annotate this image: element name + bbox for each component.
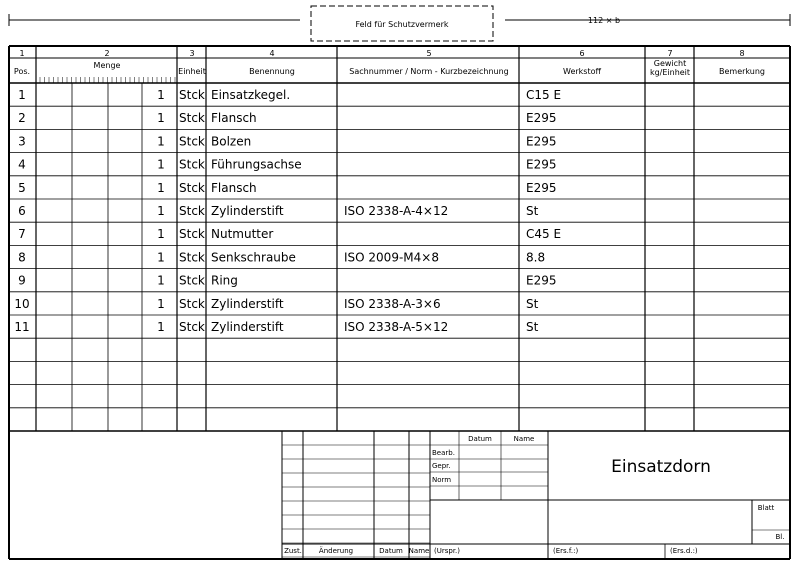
- cell-name: Zylinderstift: [211, 296, 284, 311]
- cell-pos: 1: [18, 88, 26, 102]
- tb-ersd-label: (Ers.d.:): [670, 547, 698, 555]
- tb-name-header: Name: [513, 435, 535, 443]
- cell-pos: 6: [18, 204, 26, 218]
- header-gewicht: Gewicht: [653, 59, 687, 68]
- cell-pos: 9: [18, 273, 26, 288]
- cell-norm: ISO 2338-A-3×6: [344, 296, 441, 311]
- tb-zust-label: Zust.: [284, 547, 302, 555]
- tb-ersf-label: (Ers.f.:): [553, 547, 579, 555]
- header-pos: Pos.: [13, 67, 31, 76]
- cell-unit: Stck: [179, 273, 205, 288]
- cell-material: C15 E: [526, 88, 562, 102]
- cell-pos: 8: [18, 250, 26, 265]
- cell-material: St: [526, 320, 539, 334]
- cell-material: 8.8: [526, 250, 546, 265]
- header-benennung: Benennung: [249, 67, 295, 76]
- header-werkstoff: Werkstoff: [563, 67, 601, 76]
- cell-name: Nutmutter: [211, 227, 274, 242]
- cell-qty: 1: [157, 180, 165, 195]
- cell-material: E295: [526, 111, 557, 126]
- header-einheit: Einheit: [178, 67, 206, 76]
- header-gewicht-unit: kg/Einheit: [649, 68, 691, 77]
- tb-norm-label: Norm: [432, 476, 452, 484]
- cell-qty: 1: [157, 111, 165, 126]
- cell-qty: 1: [157, 273, 165, 288]
- column-number-3: 3: [189, 49, 195, 58]
- cell-name: Flansch: [211, 111, 257, 126]
- cell-pos: 7: [18, 227, 26, 242]
- tb-blatt-label: Blatt: [757, 504, 775, 512]
- cell-unit: Stck: [179, 204, 205, 218]
- cell-unit: Stck: [179, 111, 205, 126]
- size-note: 112 × b: [587, 16, 621, 25]
- cell-unit: Stck: [179, 227, 205, 242]
- cell-norm: ISO 2338-A-4×12: [344, 204, 449, 218]
- grid-lines: [9, 14, 790, 559]
- column-number-8: 8: [739, 49, 745, 58]
- column-header-row: [14, 59, 765, 77]
- cell-unit: Stck: [179, 134, 205, 149]
- cell-name: Zylinderstift: [211, 204, 284, 218]
- cell-material: E295: [526, 180, 557, 195]
- cell-pos: 2: [18, 111, 26, 126]
- cell-qty: 1: [157, 134, 165, 149]
- tb-gepr-label: Gepr.: [432, 462, 451, 470]
- cell-qty: 1: [157, 296, 165, 311]
- cell-pos: 3: [18, 134, 26, 149]
- header-bemerkung: Bemerkung: [718, 67, 766, 76]
- tb-bearb-label: Bearb.: [432, 449, 455, 457]
- cell-norm: ISO 2338-A-5×12: [344, 320, 449, 334]
- cell-unit: Stck: [179, 157, 205, 172]
- header-strip: [311, 6, 620, 41]
- tb-bl-label: Bl.: [775, 533, 785, 541]
- cell-qty: 1: [157, 157, 165, 172]
- cell-qty: 1: [157, 227, 165, 242]
- cell-qty: 1: [157, 204, 165, 218]
- cell-name: Einsatzkegel.: [211, 88, 291, 102]
- cell-qty: 1: [157, 250, 165, 265]
- cell-qty: 1: [157, 88, 165, 102]
- protection-field-label: Feld für Schutzvermerk: [355, 20, 449, 29]
- cell-material: E295: [526, 134, 557, 149]
- tb-aenderung-label: Änderung: [318, 547, 354, 555]
- header-sachnummer: Sachnummer / Norm - Kurzbezeichnung: [349, 67, 509, 76]
- column-number-1: 1: [19, 49, 25, 58]
- cell-pos: 4: [18, 157, 26, 172]
- column-number-7: 7: [667, 49, 673, 58]
- cell-material: C45 E: [526, 227, 562, 242]
- cell-material: E295: [526, 273, 557, 288]
- cell-material: St: [526, 296, 539, 311]
- cell-name: Bolzen: [211, 134, 252, 149]
- column-number-2: 2: [104, 49, 110, 58]
- cell-pos: 10: [14, 296, 30, 311]
- cell-material: St: [526, 204, 539, 218]
- cell-pos: 11: [14, 320, 30, 334]
- drawing-title: Einsatzdorn: [611, 457, 711, 477]
- cell-qty: 1: [157, 320, 165, 334]
- column-number-6: 6: [579, 49, 585, 58]
- parts-rows: [14, 88, 561, 334]
- tb-datum-header: Datum: [468, 435, 492, 443]
- cell-material: E295: [526, 157, 557, 172]
- cell-name: Ring: [211, 273, 238, 288]
- cell-name: Flansch: [211, 180, 257, 195]
- cell-unit: Stck: [179, 296, 205, 311]
- cell-pos: 5: [18, 180, 26, 195]
- column-number-row: [19, 49, 744, 58]
- cell-norm: ISO 2009-M4×8: [344, 250, 439, 265]
- header-menge: Menge: [93, 61, 121, 70]
- cell-unit: Stck: [179, 180, 205, 195]
- tb-name2-label: Name: [408, 547, 430, 555]
- cell-name: Zylinderstift: [211, 320, 284, 334]
- cell-name: Führungsachse: [211, 157, 302, 172]
- cell-unit: Stck: [179, 250, 205, 265]
- cell-name: Senkschraube: [211, 250, 296, 265]
- column-number-4: 4: [269, 49, 275, 58]
- tb-urspr-label: (Urspr.): [434, 547, 461, 555]
- title-block: [284, 435, 784, 555]
- cell-unit: Stck: [179, 88, 205, 102]
- column-number-5: 5: [426, 49, 432, 58]
- tb-datum2-label: Datum: [379, 547, 403, 555]
- cell-unit: Stck: [179, 320, 205, 334]
